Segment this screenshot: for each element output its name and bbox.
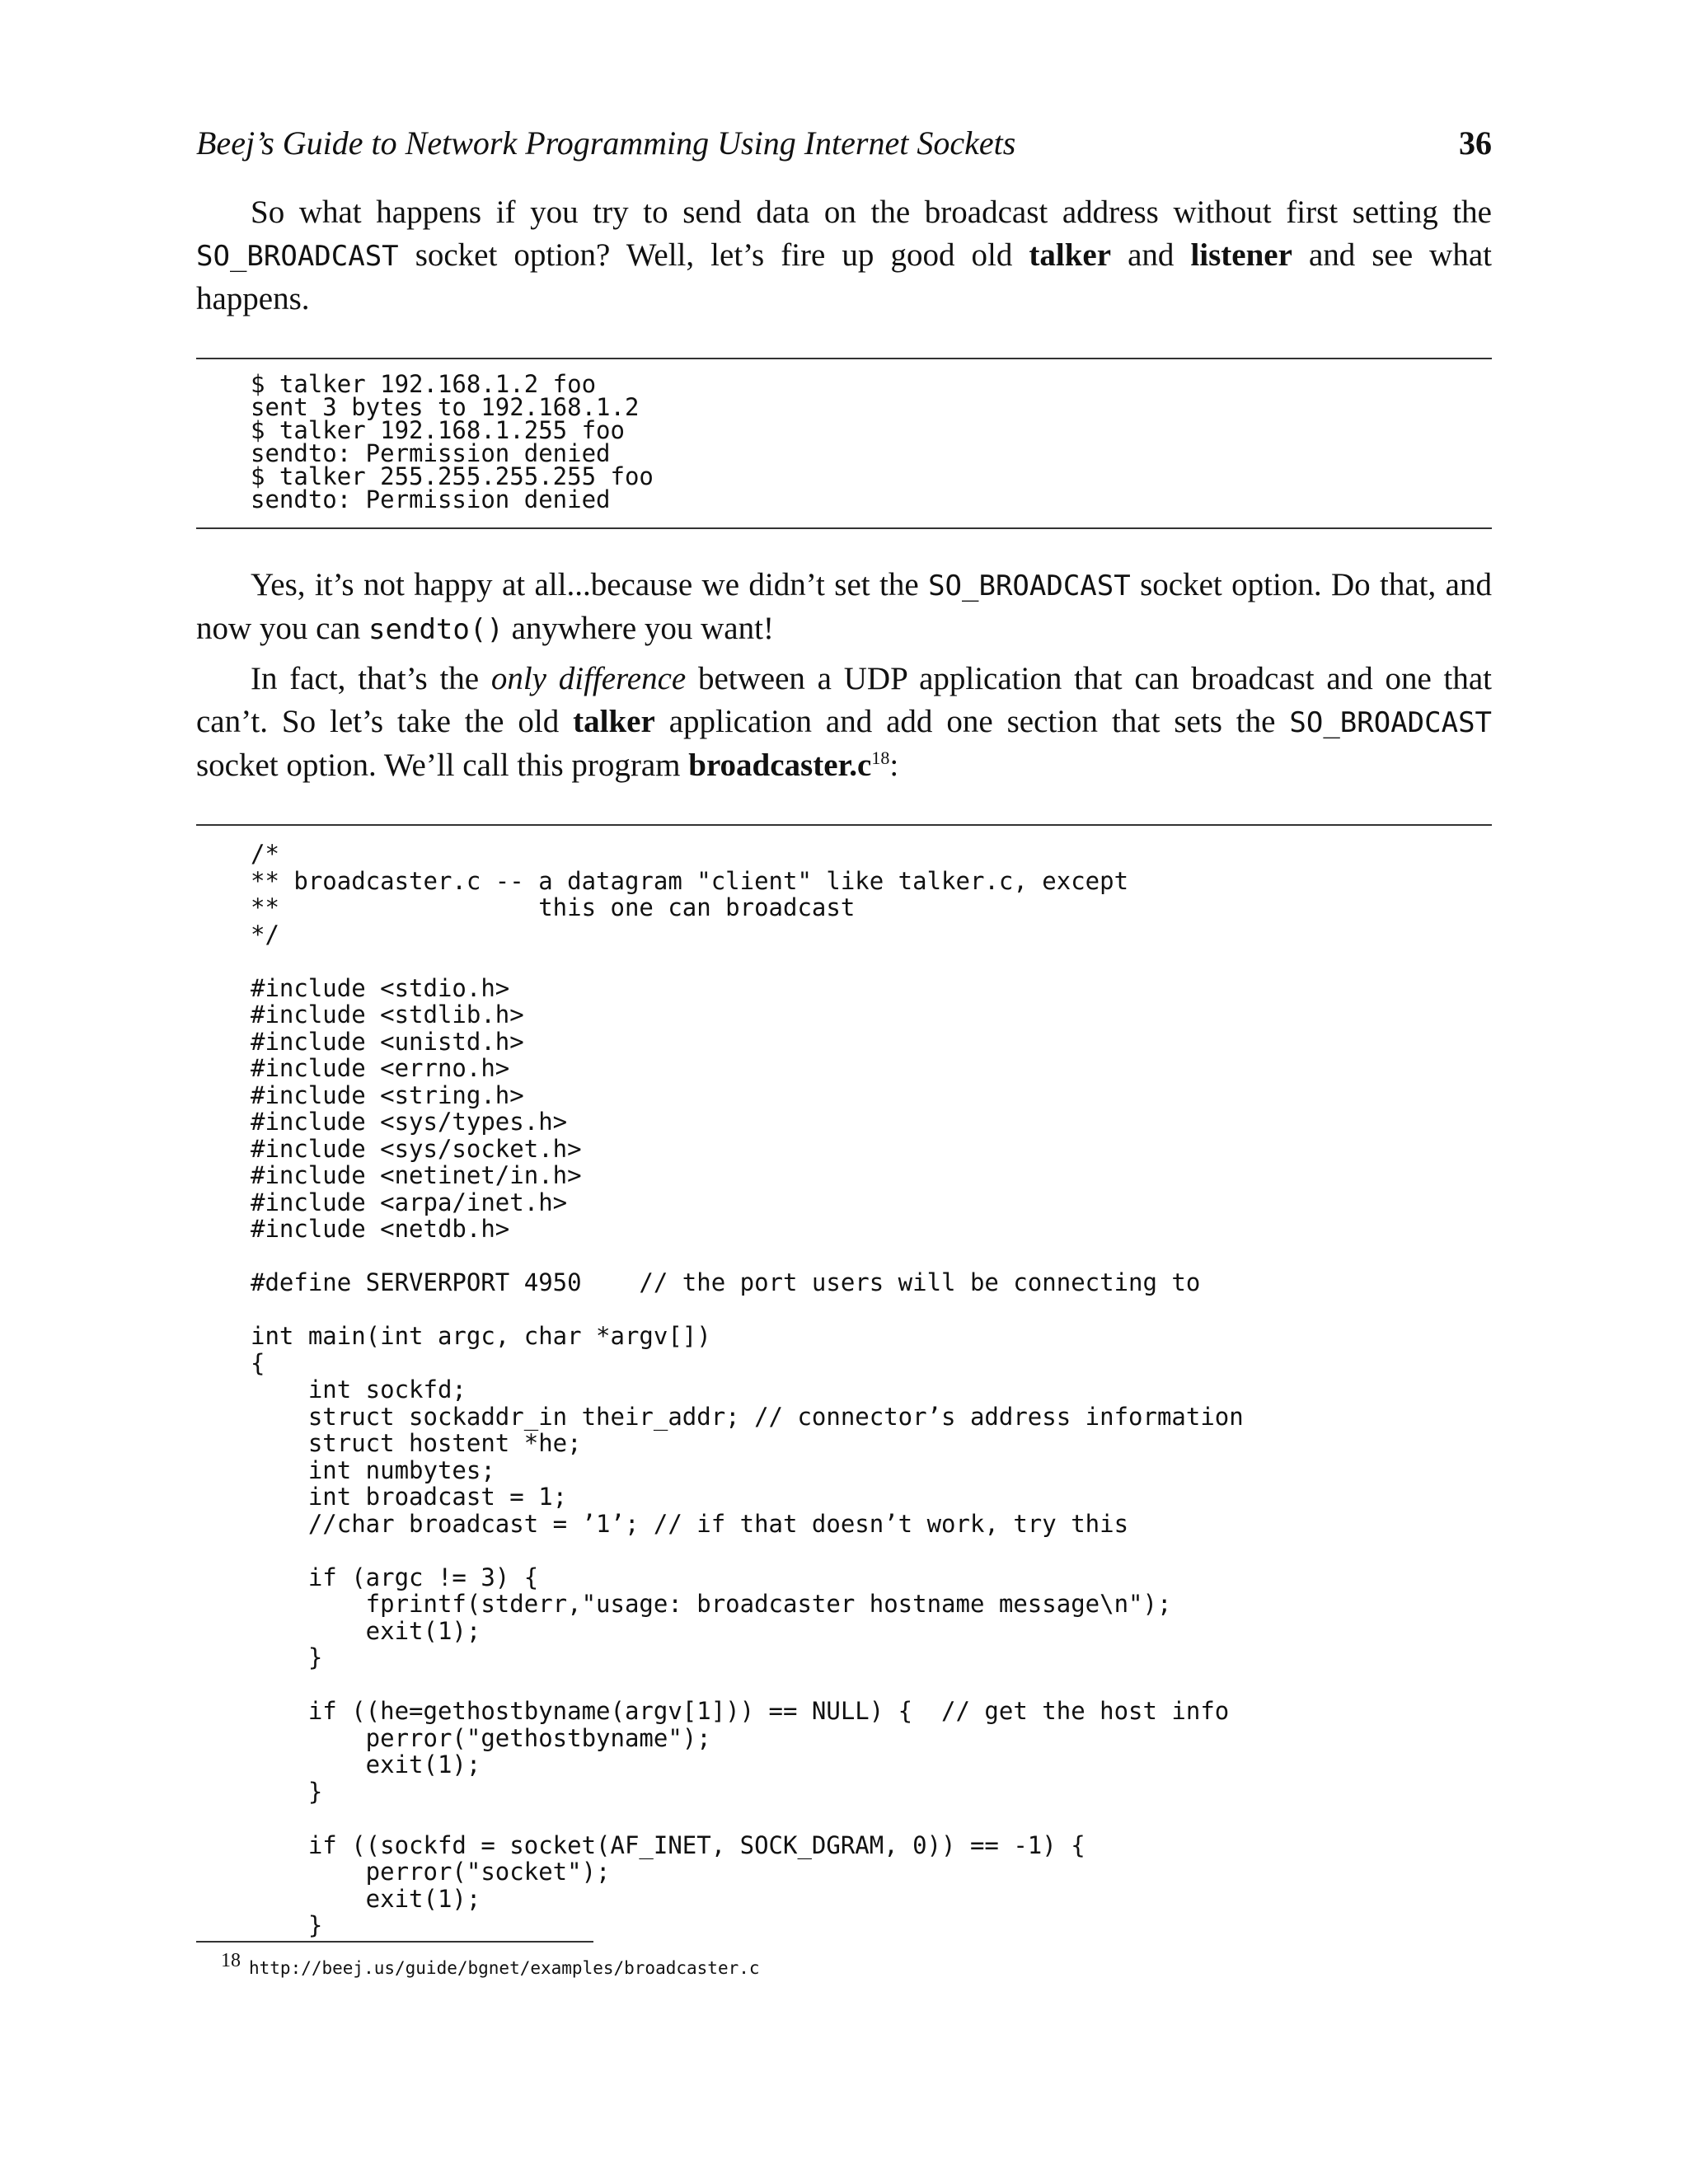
- code-listing: [251, 841, 1487, 1939]
- code-line: perror("gethostbyname");: [251, 1723, 711, 1752]
- code-line: struct hostent *he;: [251, 1429, 582, 1457]
- code-line: [251, 1296, 1487, 1324]
- code-line: }: [251, 1777, 323, 1806]
- code-line: #include <netdb.h>: [251, 1215, 510, 1243]
- terminal-line: sendto: Permission denied: [251, 485, 611, 513]
- footnote-ref: 18: [871, 748, 890, 768]
- paragraph-result: Yes, it’s not happy at all...because we didn’t set the SO_BROADCAST socket option. Do that, and now you can sendto() anywhere you want!: [196, 567, 1492, 646]
- inline-code: SO_BROADCAST: [928, 569, 1131, 602]
- listing-bottom-rule: [196, 527, 1492, 529]
- program-name: talker: [573, 704, 655, 739]
- code-line: [251, 1671, 1487, 1699]
- listing-top-rule: [196, 358, 1492, 359]
- code-line: }: [251, 1643, 323, 1671]
- code-line: #define SERVERPORT 4950 // the port users will be connecting to: [251, 1268, 1201, 1296]
- footnote-mark: 18: [221, 1950, 241, 1971]
- code-line: [251, 1805, 1487, 1832]
- running-title: Beej’s Guide to Network Programming Using Internet Sockets: [196, 124, 1016, 162]
- inline-code: SO_BROADCAST: [1289, 706, 1493, 739]
- code-line: [251, 1537, 1487, 1564]
- code-line: #include <unistd.h>: [251, 1027, 524, 1056]
- terminal-line: $ talker 192.168.1.2 foo: [251, 370, 597, 398]
- code-line: [251, 948, 1487, 975]
- program-name: talker: [1029, 237, 1112, 273]
- code-line: int numbytes;: [251, 1455, 495, 1484]
- code-line: perror("socket");: [251, 1858, 611, 1886]
- code-line: #include <sys/socket.h>: [251, 1134, 582, 1163]
- terminal-output: [251, 370, 1487, 513]
- code-line: #include <string.h>: [251, 1080, 524, 1109]
- program-name: broadcaster.c: [688, 748, 872, 783]
- code-line: [251, 1243, 1487, 1270]
- code-line: {: [251, 1348, 265, 1377]
- code-line: #include <stdlib.h>: [251, 1001, 524, 1029]
- program-name: listener: [1190, 237, 1292, 273]
- code-line: if ((he=gethostbyname(argv[1])) == NULL) { // get the host info: [251, 1697, 1230, 1725]
- code-line: ** this one can broadcast: [251, 893, 856, 921]
- code-line: int sockfd;: [251, 1376, 467, 1404]
- code-line: }: [251, 1911, 323, 1939]
- code-line: #include <sys/types.h>: [251, 1108, 568, 1136]
- code-line: exit(1);: [251, 1750, 481, 1779]
- code-line: ** broadcaster.c -- a datagram "client" like talker.c, except: [251, 866, 1129, 895]
- paragraph-difference: In fact, that’s the only difference between a UDP application that can broadcast and one that can’t. So let’s take the old talker application and add one section that sets the SO_BROADCAST socket option. We’ll call this program $broadcaster.c^{18}$:: [196, 661, 1493, 783]
- code-line: #include <netinet/in.h>: [251, 1161, 582, 1189]
- code-line: #include <stdio.h>: [251, 973, 510, 1002]
- code-line: if ((sockfd = socket(AF_INET, SOCK_DGRAM, 0)) == -1) {: [251, 1830, 1085, 1859]
- code-line: exit(1);: [251, 1616, 481, 1645]
- terminal-line: sent 3 bytes to 192.168.1.2: [251, 393, 640, 421]
- code-line: //char broadcast = ’1’; // if that doesn’t work, try this: [251, 1509, 1129, 1538]
- inline-code: sendto(): [368, 613, 504, 646]
- code-line: exit(1);: [251, 1884, 481, 1913]
- code-line: */: [251, 920, 279, 949]
- code-line: /*: [251, 840, 279, 868]
- emphasis: only difference: [490, 661, 687, 696]
- paragraph-intro: So what happens if you try to send data on the broadcast address without first setting the SO_BROADCAST socket option? Well, let’s fire up good old talker and listener and see what happens.: [196, 194, 1492, 316]
- code-line: fprintf(stderr,"usage: broadcaster hostname message\n");: [251, 1590, 1172, 1618]
- code-line: int broadcast = 1;: [251, 1483, 568, 1511]
- footnote-rule: [196, 1941, 593, 1943]
- terminal-line: $ talker 192.168.1.255 foo: [251, 416, 625, 444]
- terminal-line: $ talker 255.255.255.255 foo: [251, 462, 654, 490]
- code-line: #include <arpa/inet.h>: [251, 1188, 568, 1216]
- page-header: [196, 124, 1492, 173]
- inline-code: SO_BROADCAST: [196, 240, 399, 273]
- code-top-rule: [196, 824, 1492, 826]
- page-number: 36: [1459, 124, 1492, 162]
- code-line: struct sockaddr_in their_addr; // connector’s address information: [251, 1402, 1244, 1431]
- footnote: [221, 1952, 760, 1978]
- code-line: #include <errno.h>: [251, 1054, 510, 1082]
- footnote-url: http://beej.us/guide/bgnet/examples/broadcaster.c: [249, 1958, 760, 1978]
- code-line: int main(int argc, char *argv[]): [251, 1322, 711, 1350]
- terminal-line: sendto: Permission denied: [251, 439, 611, 467]
- code-line: if (argc != 3) {: [251, 1563, 539, 1591]
